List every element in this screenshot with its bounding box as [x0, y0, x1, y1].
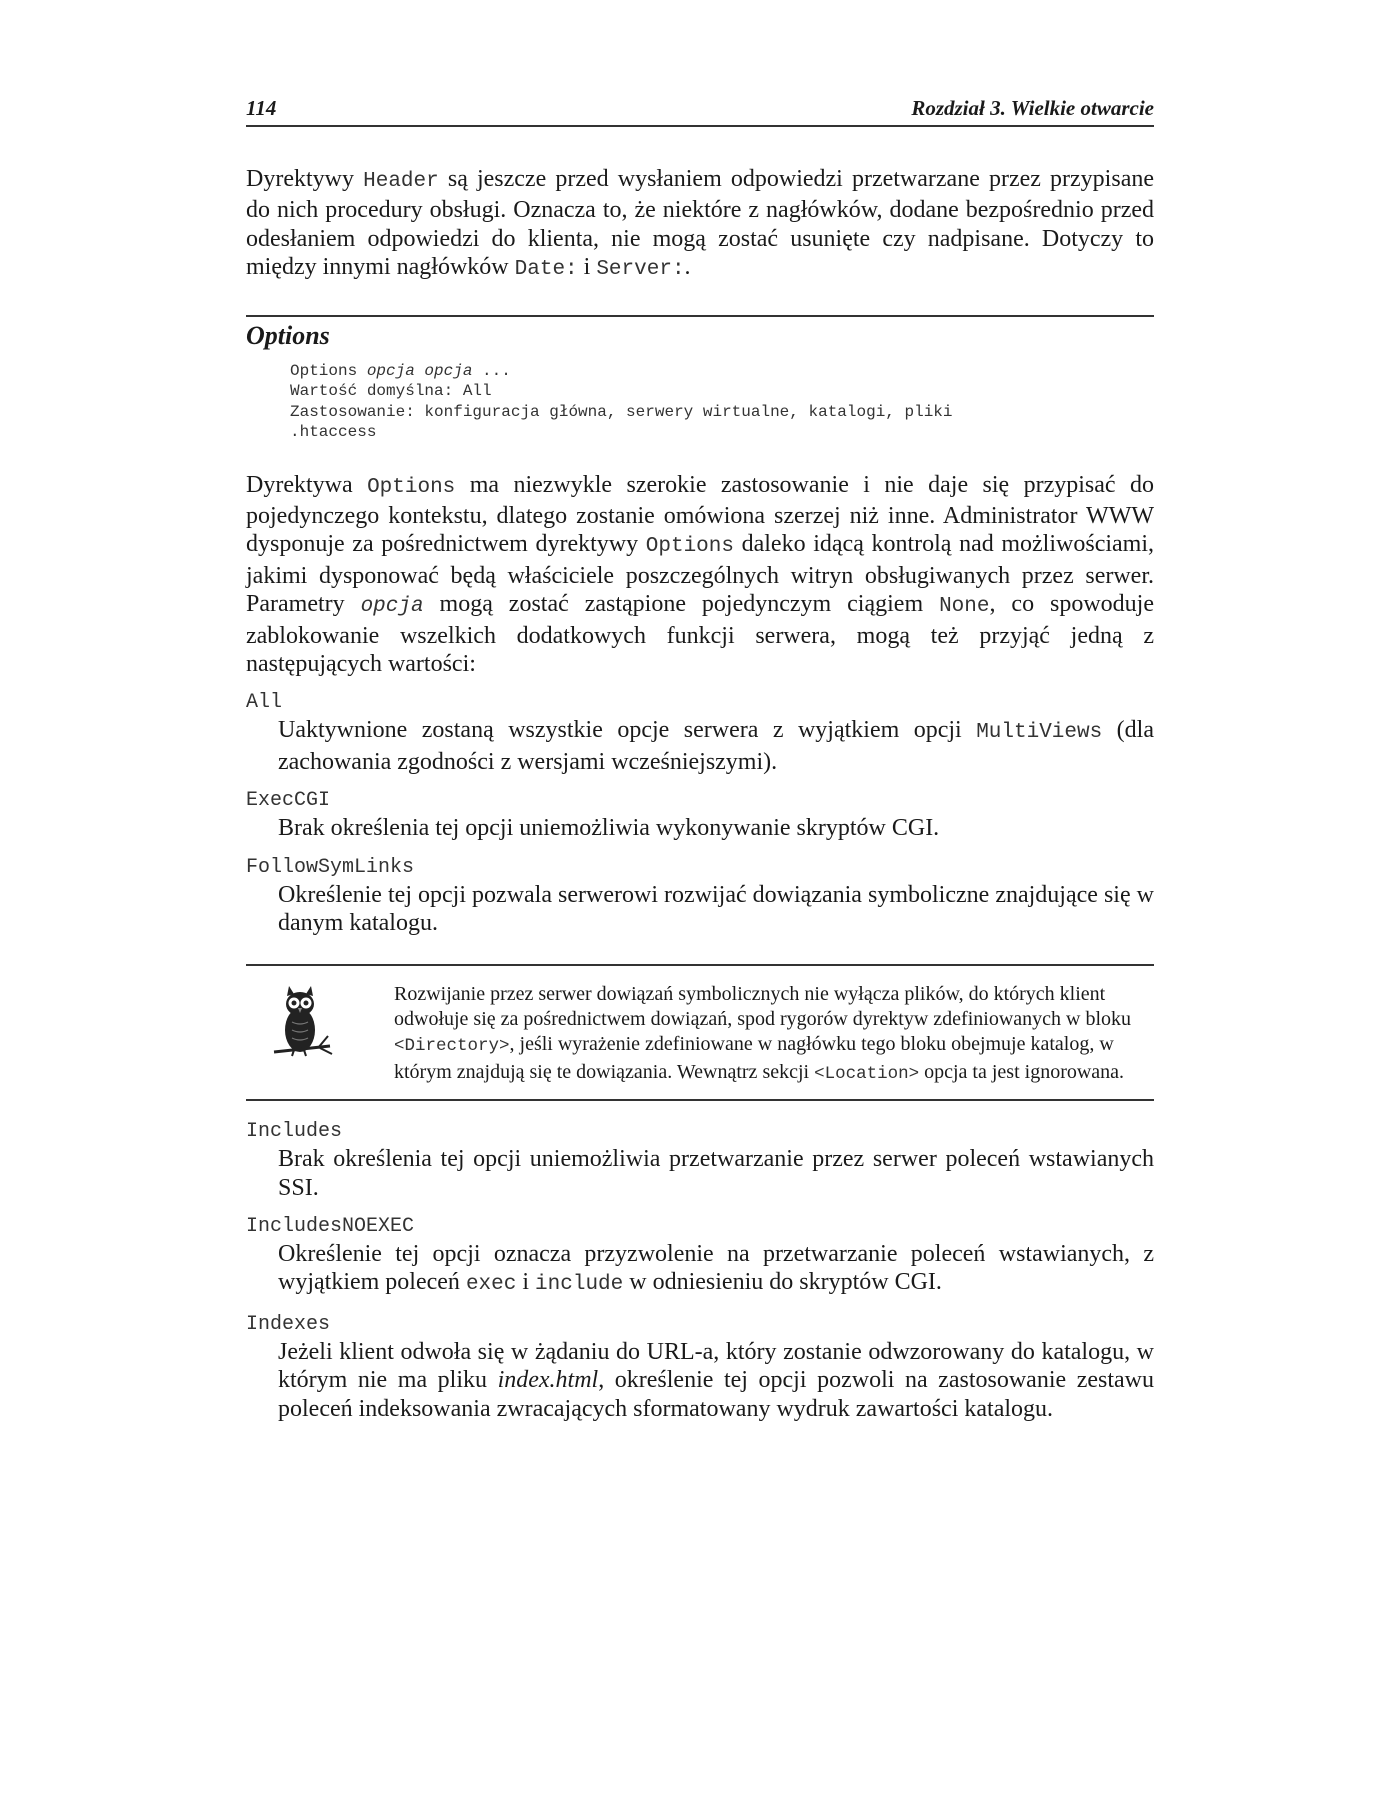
- text-run: Dyrektywy: [246, 166, 364, 192]
- code-run: opcja: [360, 595, 424, 619]
- text-run: w odniesieniu do skryptów CGI.: [623, 1269, 942, 1296]
- code-run: Date:: [514, 258, 578, 282]
- usage-line: Zastosowanie: konfiguracja główna, serwery wirtualne, katalogi, pliki: [290, 402, 953, 421]
- code-run: Header: [363, 170, 439, 193]
- text-run: są jeszcze przed wysłaniem odpowiedzi przetwarzane przez przypisane do nich procedury obsługi. Oznacza to, że niektóre z nagłówków, dodane bezpośrednio przed odesłaniem odpowiedzi do klienta, nie mogą zostać usunięte czy nadpisane. Dotyczy to między innymi nagłówków: [246, 166, 1154, 281]
- text-run: .: [684, 254, 691, 281]
- chapter-title: Rozdział 3. Wielkie otwarcie: [911, 96, 1154, 120]
- intro-paragraph: [246, 165, 1154, 285]
- code-run: <Directory>: [394, 1036, 510, 1057]
- syntax-line: [290, 361, 1154, 382]
- options-description: [246, 471, 1154, 679]
- text-run: opcja ta jest ignorowana.: [919, 1060, 1125, 1083]
- text-run: , jeśli wyrażenie zdefiniowane w nagłówku tego bloku obejmuje katalog, w którym znajdują się te dowiązania. Wewnątrz sekcji: [394, 1033, 1114, 1083]
- running-header: [246, 96, 1154, 127]
- filename-run: index.html: [497, 1367, 599, 1394]
- term-all: All: [246, 691, 283, 715]
- code-run: MultiViews: [976, 721, 1103, 745]
- definition-includes: Brak określenia tej opcji uniemożliwia przetwarzanie przez serwer poleceń wstawianych SSI.: [278, 1146, 1154, 1201]
- usage-line-cont: .htaccess: [290, 423, 377, 442]
- definition-all: [278, 716, 1154, 776]
- definition-execcgi: Brak określenia tej opcji uniemożliwia wykonywanie skryptów CGI.: [278, 815, 940, 842]
- section-title: Options: [246, 320, 330, 350]
- text-run: Określenie tej opcji oznacza przyzwolenie na przetwarzanie poleceń wstawianych, z wyjątkiem poleceń: [278, 1240, 1154, 1296]
- owl-icon: [246, 982, 394, 1088]
- syntax-command: Options: [290, 361, 367, 380]
- text-run: , co spowoduje zablokowanie wszelkich dodatkowych funkcji serwera, mogą też przyjąć jedną z następujących wartości:: [246, 591, 1155, 678]
- note-text: [394, 982, 1154, 1088]
- text-run: (dla zachowania zgodności z wersjami wcześniejszymi).: [278, 717, 1154, 775]
- page-number: 114: [246, 96, 277, 120]
- code-run: <Location>: [814, 1063, 920, 1084]
- term-indexes: Indexes: [246, 1312, 331, 1336]
- text-run: , określenie tej opcji pozwoli na zastosowanie zestawu poleceń indeksowania zwracających sformatowany wydruk zawartości katalogu.: [278, 1367, 1155, 1422]
- text-run: Rozwijanie przez serwer dowiązań symbolicznych nie wyłącza plików, do których klient odwołuje się za pośrednictwem dowiązań, spod rygorów dyrektyw zdefiniowanych w bloku: [394, 982, 1132, 1030]
- syntax-args: opcja opcja: [366, 361, 473, 380]
- code-run: Options: [645, 535, 734, 559]
- term-includesnoexec: IncludesNOEXEC: [246, 1214, 415, 1238]
- definition-includesnoexec: [278, 1240, 1154, 1300]
- text-run: Dyrektywa: [246, 471, 368, 498]
- section-divider: [246, 315, 1154, 317]
- code-run: Options: [367, 475, 456, 499]
- default-line: Wartość domyślna: All: [290, 382, 492, 401]
- term-followsymlinks: FollowSymLinks: [246, 855, 415, 879]
- definition-indexes: [278, 1338, 1154, 1423]
- text-run: i: [577, 254, 597, 281]
- code-run: Server:: [596, 258, 685, 282]
- page: [246, 96, 1154, 1423]
- text-run: mogą zostać zastąpione pojedynczym ciągiem: [423, 591, 940, 618]
- text-run: ma niezwykle szerokie zastosowanie i nie daje się przypisać do pojedynczego kontekstu, dlatego zostanie omówiona szerzej niż inne. Administrator WWW dysponuje za pośrednictwem dyrektywy: [246, 471, 1154, 558]
- text-run: i: [516, 1269, 536, 1296]
- text-run: Jeżeli klient odwoła się w żądaniu do URL-a, który zostanie odwzorowany do katalogu, w którym nie ma pliku: [278, 1338, 1154, 1394]
- text-run: Uaktywnione zostaną wszystkie opcje serwera z wyjątkiem opcji: [278, 717, 977, 744]
- syntax-tail: ...: [472, 361, 511, 380]
- directive-synopsis: [290, 361, 1154, 443]
- note-box: [246, 964, 1154, 1102]
- definition-followsymlinks: Określenie tej opcji pozwala serwerowi rozwijać dowiązania symboliczne znajdujące się w danym katalogu.: [278, 881, 1154, 937]
- code-run: None: [939, 595, 990, 619]
- code-run: include: [535, 1273, 624, 1297]
- code-run: exec: [465, 1273, 517, 1297]
- text-run: daleko idącą kontrolą nad możliwościami, jakimi dysponować będą właściciele poszczególnych witryn obsługiwanych przez serwer. Parametry: [246, 531, 1155, 618]
- term-includes: Includes: [246, 1120, 343, 1144]
- term-execcgi: ExecCGI: [246, 789, 331, 813]
